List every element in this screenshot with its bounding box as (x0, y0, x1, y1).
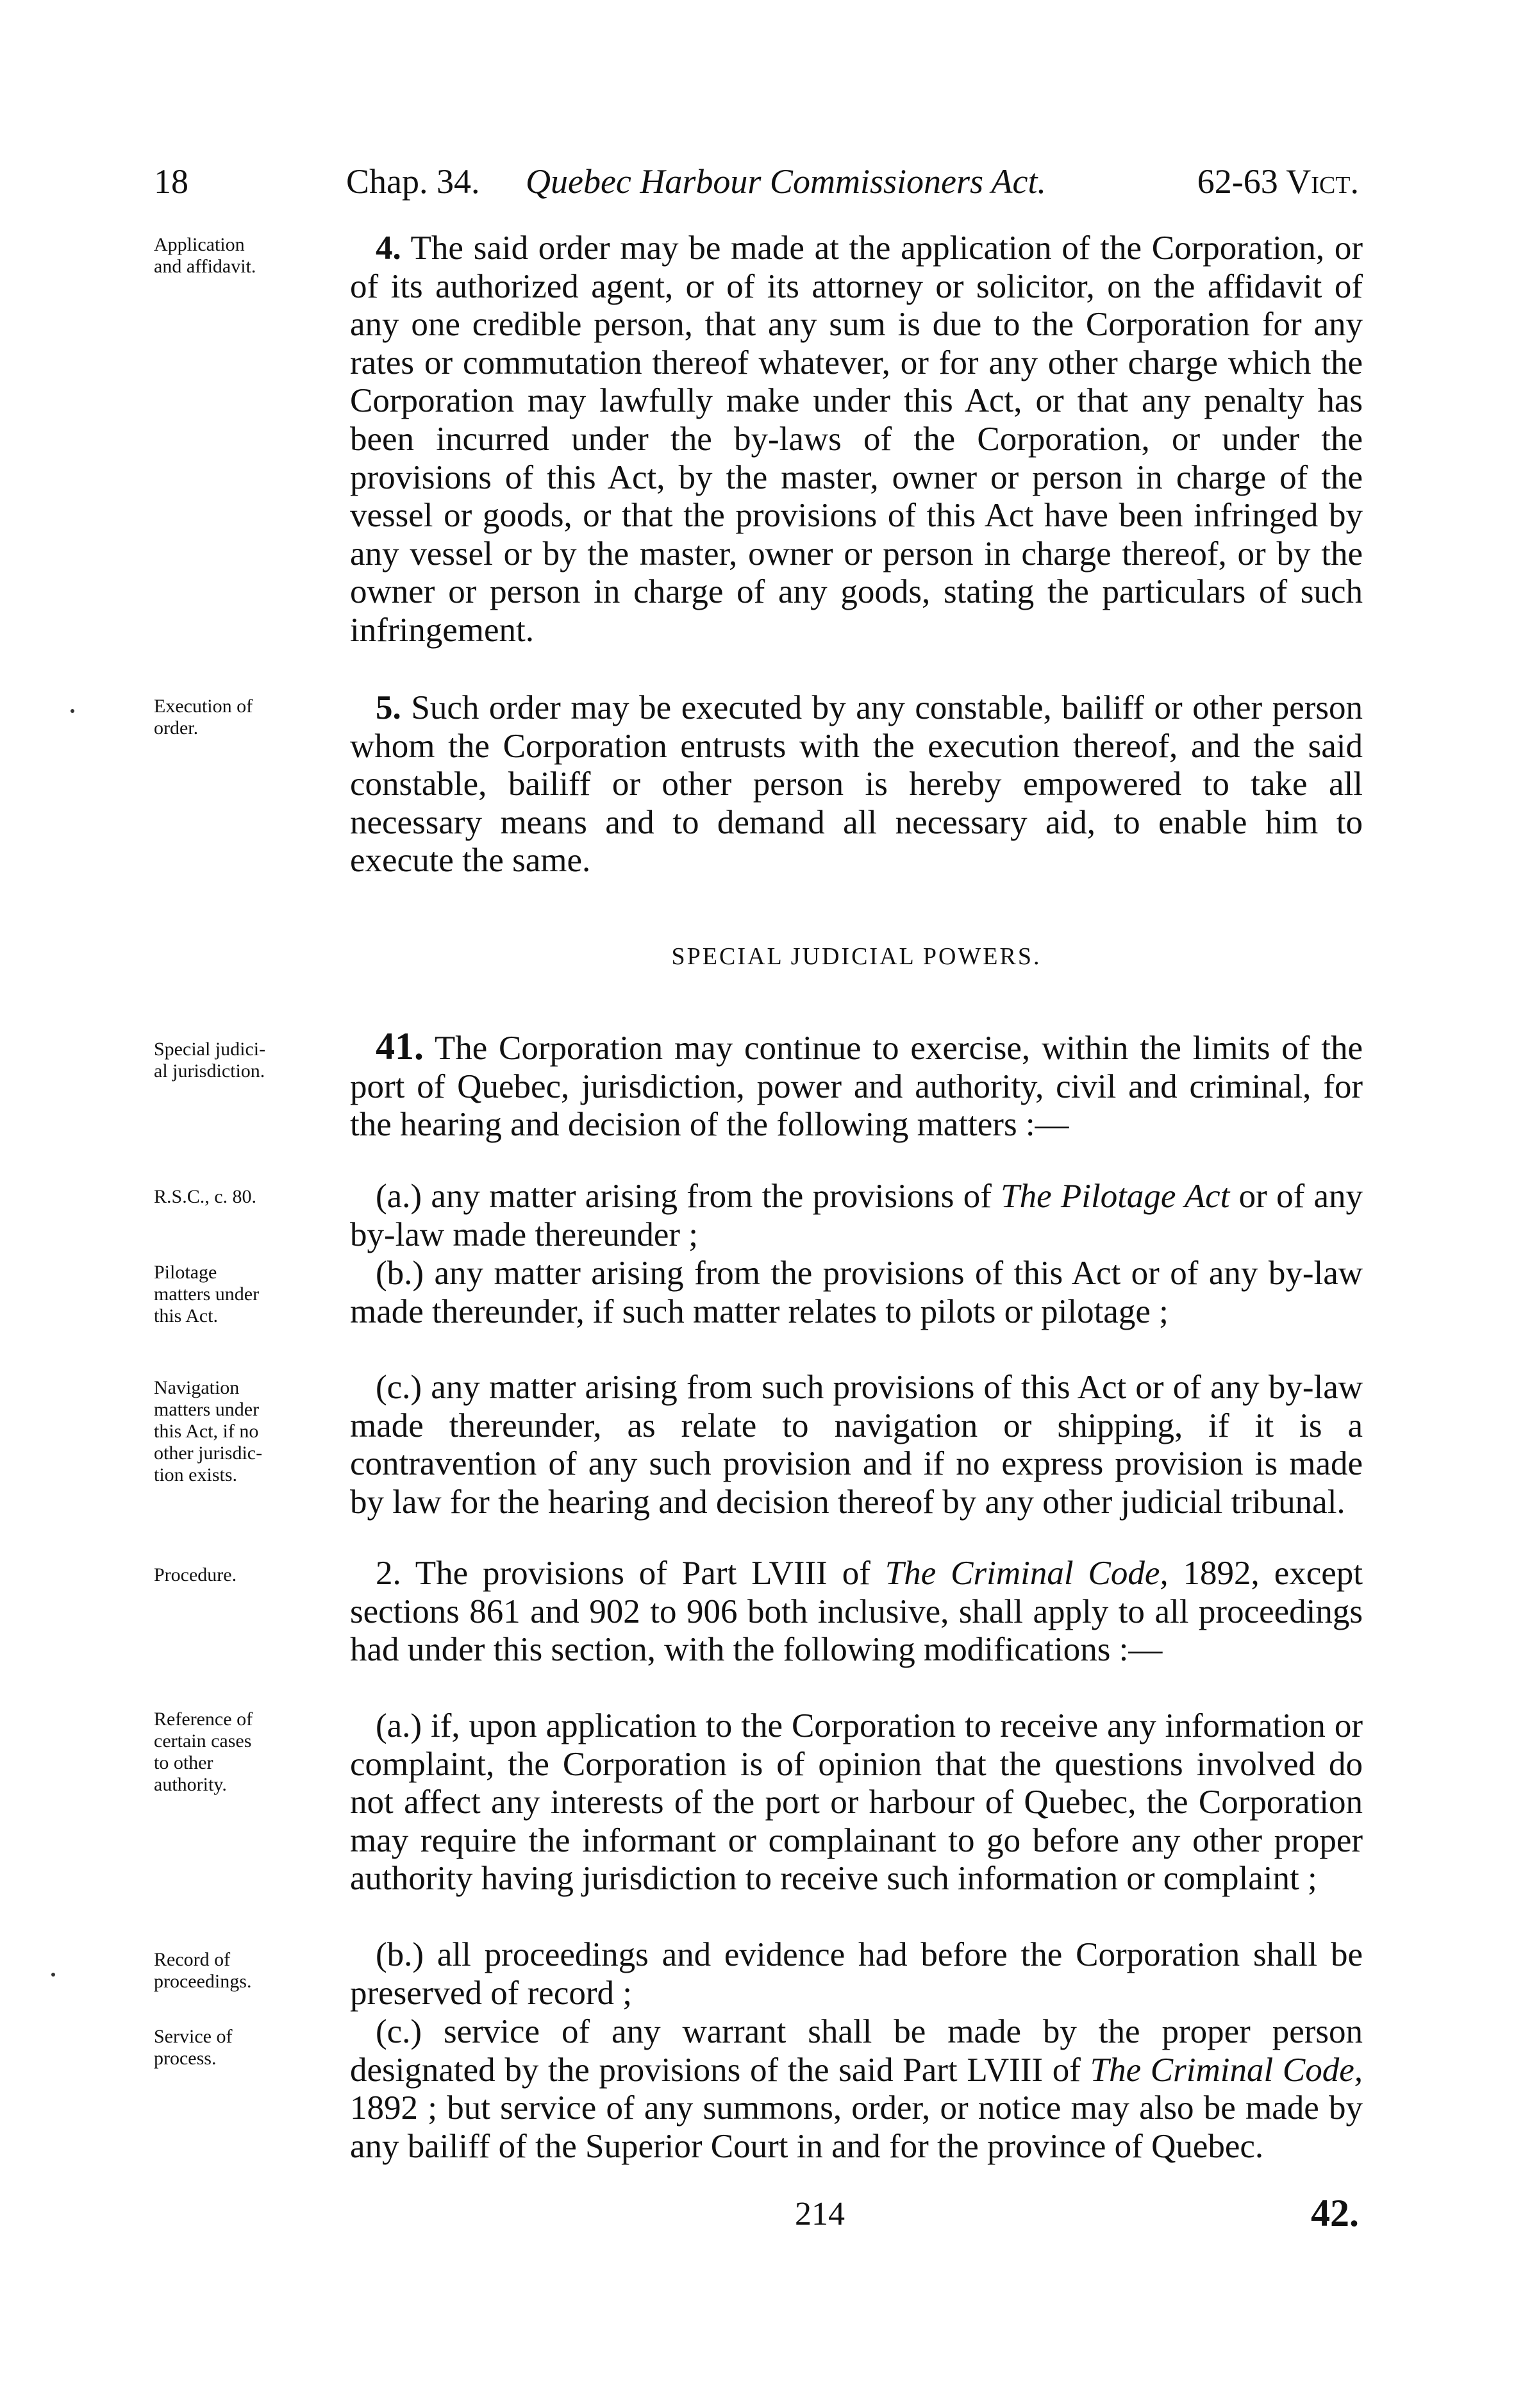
modification-a (350, 1707, 1363, 1898)
regnal-year: 62-63 Vict. (1197, 162, 1359, 201)
print-speck (51, 1973, 55, 1977)
margin-note-reference: Reference of certain cases to other authority. (154, 1709, 253, 1795)
subsection-2 (350, 1555, 1363, 1669)
subsection-2-text-after: 1892, except sections 861 and 902 to 906 both inclusive, shall apply to all proceedings had under this section, with the following modifications :— (350, 1555, 1363, 1669)
act-title: Quebec Harbour Commissioners Act. (526, 162, 1046, 201)
clause-a-text-before: any matter arising from the provisions of (431, 1178, 992, 1215)
section-41 (350, 1025, 1363, 1144)
section-4 (350, 230, 1363, 650)
page-number: 18 (154, 162, 188, 201)
margin-note-pilotage: Pilotage matters under this Act. (154, 1262, 260, 1326)
folio-number: 214 (795, 2196, 845, 2232)
modification-c-text-after: 1892 ; but service of any summons, order, or notice may also be made by any bailiff of the Superior Court in and for the province of Quebec. (350, 2089, 1363, 2165)
modification-c-text-before: service of any warrant shall be made by the proper person designated by the provisions of the said Part LVIII of (350, 2013, 1363, 2089)
clause-c (350, 1369, 1363, 1521)
margin-note-special-jurisdiction: Special judici- al jurisdiction. (154, 1039, 266, 1082)
section-4-number: 4. (376, 230, 401, 267)
modification-b-label: (b.) (376, 1936, 424, 1973)
section-5-number: 5. (376, 689, 401, 726)
running-header (154, 159, 1359, 204)
modification-c-label: (c.) (376, 2013, 422, 2050)
catchword: 42. (1311, 2192, 1359, 2234)
chapter-label: Chap. 34. (346, 162, 480, 201)
clause-a (350, 1178, 1363, 1254)
modification-b (350, 1936, 1363, 2012)
margin-note-execution: Execution of order. (154, 696, 253, 739)
margin-note-rsc: R.S.C., c. 80. (154, 1186, 257, 1207)
section-41-text: The Corporation may continue to exercise, within the limits of the port of Quebec, jurisdiction, power and authority, civil and criminal, for the hearing and decision of the following matters :— (350, 1030, 1363, 1144)
margin-note-application: Application and affidavit. (154, 234, 256, 277)
section-5 (350, 689, 1363, 880)
modification-c-italic: The Criminal Code, (1090, 2051, 1363, 2089)
modification-a-label: (a.) (376, 1707, 422, 1744)
print-speck (71, 709, 74, 713)
clause-b-text: any matter arising from the provisions of this Act or of any by-law made thereunder, if such matter relates to pilots or pilotage ; (350, 1255, 1363, 1330)
modification-a-text: if, upon application to the Corporation to receive any information or complaint, the Corporation is of opinion that the questions involved do not affect any interests of the port or harbour of Quebec, the Corporation may require the informant or complainant to go before any other proper authority having jurisdiction to receive such information or complaint ; (350, 1707, 1363, 1898)
section-heading: SPECIAL JUDICIAL POWERS. (671, 943, 1042, 970)
subsection-2-italic: The Criminal Code, (885, 1555, 1169, 1592)
subsection-2-number: 2. (376, 1555, 401, 1592)
margin-note-procedure: Procedure. (154, 1564, 237, 1585)
section-4-text: The said order may be made at the application of the Corporation, or of its authorized agent, or of its attorney or solicitor, on the affidavit of any one credible person, that any sum is due to the Corporation for any rates or commutation thereof whatever, or for any other charge which the Corporation may lawfully make under this Act, or that any penalty has been incurred under the by-laws of the Corporation, or under the provisions of this Act, by the master, owner or person in charge of the vessel or goods, or that the provisions of this Act have been infringed by any vessel or by the master, owner or person in charge thereof, or by the owner or person in charge of any goods, stating the particulars of such infringement. (350, 230, 1363, 649)
clause-a-italic: The Pilotage Act (1001, 1178, 1230, 1215)
clause-b-label: (b.) (376, 1255, 424, 1292)
section-41-number: 41. (376, 1025, 424, 1067)
modification-c (350, 2013, 1363, 2166)
margin-note-service: Service of process. (154, 2026, 233, 2069)
clause-b (350, 1255, 1363, 1331)
margin-note-record: Record of proceedings. (154, 1949, 252, 1992)
margin-note-navigation: Navigation matters under this Act, if no other jurisdic- tion exists. (154, 1377, 263, 1485)
modification-b-text: all proceedings and evidence had before the Corporation shall be preserved of record ; (350, 1936, 1363, 2012)
subsection-2-text-before: The provisions of Part LVIII of (415, 1555, 870, 1592)
section-5-text: Such order may be executed by any constable, bailiff or other person whom the Corporation entrusts with the execution thereof, and the said constable, bailiff or other person is hereby empowered to take all necessary means and to demand all necessary aid, to enable him to execute the same. (350, 689, 1363, 880)
clause-a-text-after: or of any by-law made thereunder ; (350, 1178, 1363, 1253)
clause-c-text: any matter arising from such provisions of this Act or of any by-law made thereunder, as relate to navigation or shipping, if it is a contravention of any such provision and if no express provision is made by law for the hearing and decision thereof by any other judicial tribunal. (350, 1369, 1363, 1521)
clause-a-label: (a.) (376, 1178, 422, 1215)
clause-c-label: (c.) (376, 1369, 422, 1406)
